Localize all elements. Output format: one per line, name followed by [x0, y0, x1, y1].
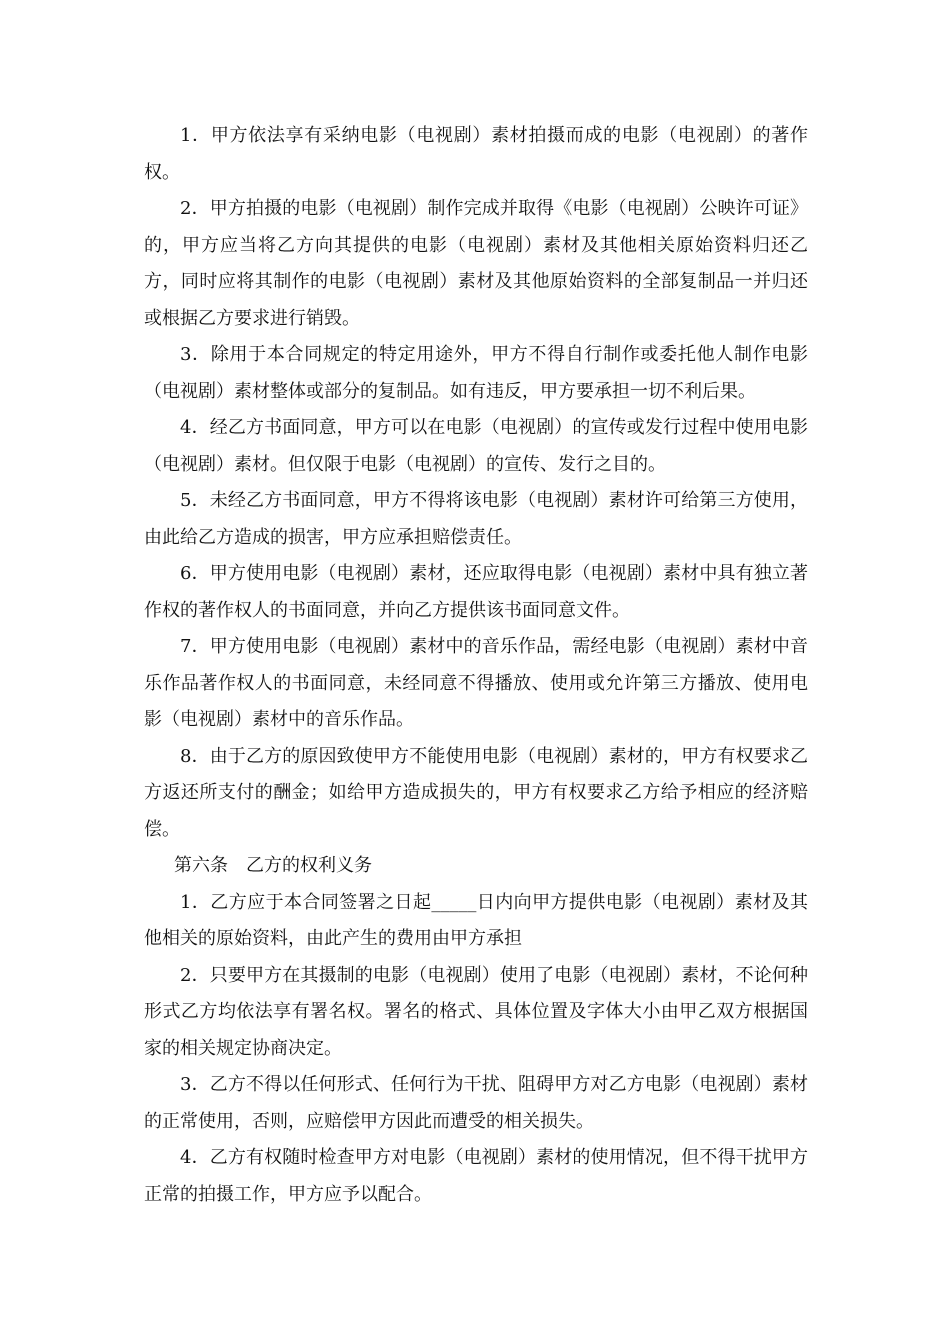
clause-paragraph: 7．甲方使用电影（电视剧）素材中的音乐作品，需经电影（电视剧）素材中音乐作品著作权人的书面同意，未经同意不得播放、使用或允许第三方播放、使用电影（电视剧）素材中的音乐作品。 [144, 636, 808, 730]
clause-paragraph: 4．经乙方书面同意，甲方可以在电影（电视剧）的宣传或发行过程中使用电影（电视剧）素材。但仅限于电影（电视剧）的宣传、发行之目的。 [144, 417, 808, 475]
section-heading: 第六条 乙方的权利义务 [174, 855, 372, 876]
clause-paragraph: 2．只要甲方在其摄制的电影（电视剧）使用了电影（电视剧）素材，不论何种形式乙方均依法享有署名权。署名的格式、具体位置及字体大小由甲乙双方根据国家的相关规定协商决定。 [144, 964, 808, 1059]
clause-paragraph: 4．乙方有权随时检查甲方对电影（电视剧）素材的使用情况，但不得干扰甲方正常的拍摄工作，甲方应予以配合。 [144, 1147, 808, 1205]
clause-paragraph: 6．甲方使用电影（电视剧）素材，还应取得电影（电视剧）素材中具有独立著作权的著作权人的书面同意，并向乙方提供该书面同意文件。 [144, 563, 808, 621]
document-body [144, 118, 808, 1213]
clause-paragraph: 8．由于乙方的原因致使甲方不能使用电影（电视剧）素材的，甲方有权要求乙方返还所支付的酬金；如给甲方造成损失的，甲方有权要求乙方给予相应的经济赔偿。 [144, 745, 808, 840]
clause-paragraph: 3．除用于本合同规定的特定用途外，甲方不得自行制作或委托他人制作电影（电视剧）素材整体或部分的复制品。如有违反，甲方要承担一切不利后果。 [144, 344, 808, 402]
clause-paragraph: 3．乙方不得以任何形式、任何行为干扰、阻碍甲方对乙方电影（电视剧）素材的正常使用，否则，应赔偿甲方因此而遭受的相关损失。 [144, 1074, 808, 1132]
clause-paragraph: 1．乙方应于本合同签署之日起_____日内向甲方提供电影（电视剧）素材及其他相关的原始资料，由此产生的费用由甲方承担 [144, 891, 808, 949]
clause-paragraph: 1．甲方依法享有采纳电影（电视剧）素材拍摄而成的电影（电视剧）的著作权。 [144, 125, 808, 183]
clause-paragraph: 5．未经乙方书面同意，甲方不得将该电影（电视剧）素材许可给第三方使用，由此给乙方造成的损害，甲方应承担赔偿责任。 [144, 490, 808, 548]
clause-paragraph: 2．甲方拍摄的电影（电视剧）制作完成并取得《电影（电视剧）公映许可证》的，甲方应当将乙方向其提供的电影（电视剧）素材及其他相关原始资料归还乙方，同时应将其制作的电影（电视剧）素材及其他原始资料的全部复制品一并归还或根据乙方要求进行销毁。 [144, 198, 808, 329]
